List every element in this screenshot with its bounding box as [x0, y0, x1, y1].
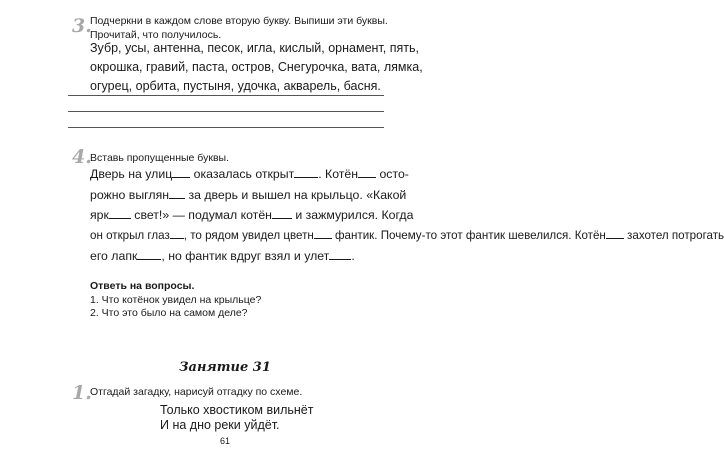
word-list-line-1: Зубр, усы, антенна, песок, игла, кислый, орнамент, пять,: [90, 41, 419, 55]
story-line-4: он открыл глаз , то рядом увидел цветн фантик. Почему-то этот фантик шевелился. Котён захотел потрогать: [90, 228, 724, 242]
blank: [606, 229, 624, 239]
answer-questions-title: Ответь на вопросы.: [90, 280, 195, 292]
task-4-story: [90, 164, 724, 267]
task-4-instruction: Вставь пропущенные буквы.: [90, 152, 229, 164]
question-1: 1. Что котёнок увидел на крыльце?: [90, 294, 262, 306]
task-1-instruction: Отгадай загадку, нарисуй отгадку по схеме.: [90, 386, 303, 398]
blank: [329, 250, 351, 260]
blank: [314, 229, 332, 239]
page-number: 61: [219, 436, 230, 446]
task-3-word-list: [90, 39, 423, 96]
story-line-2: рожно выглян за дверь и вышел на крыльцо. «Какой: [90, 187, 407, 202]
story-line-3: ярк свет!» — подумал котён и зажмурился. Когда: [90, 208, 414, 222]
word-list-line-2: окрошка, гравий, паста, остров, Снегурочка, вата, лямка,: [90, 60, 423, 74]
question-2: 2. Что это было на самом деле?: [90, 307, 248, 319]
story-line-1: Дверь на улиц оказалась открыт . Котён осто-: [90, 167, 409, 181]
blank: [358, 168, 376, 178]
blank: [137, 250, 161, 260]
lesson-title: Занятие 31: [179, 360, 271, 375]
blank: [172, 168, 190, 178]
answer-line-2: [68, 111, 384, 112]
story-line-5: его лапк , но фантик вдруг взял и улет .: [90, 249, 355, 263]
riddle-line-1: Только хвостиком вильнёт: [160, 403, 314, 417]
answer-line-3: [68, 127, 384, 128]
blank: [169, 189, 185, 199]
answer-line-1: [68, 95, 384, 96]
task-3-instruction: Подчеркни в каждом слове вторую букву. Выпиши эти буквы. Прочитай, что получилось.: [90, 15, 388, 41]
task-1-number: 1.: [72, 382, 92, 404]
blank: [170, 229, 184, 239]
blank: [294, 168, 318, 178]
riddle: [160, 403, 313, 433]
blank: [109, 209, 131, 219]
blank: [272, 209, 292, 219]
word-list-line-3: огурец, орбита, пустыня, удочка, акварель, басня.: [90, 79, 381, 93]
task-4-number: 4.: [72, 146, 92, 168]
riddle-line-2: И на дно реки уйдёт.: [160, 418, 280, 432]
task-3-number: 3.: [72, 15, 92, 37]
